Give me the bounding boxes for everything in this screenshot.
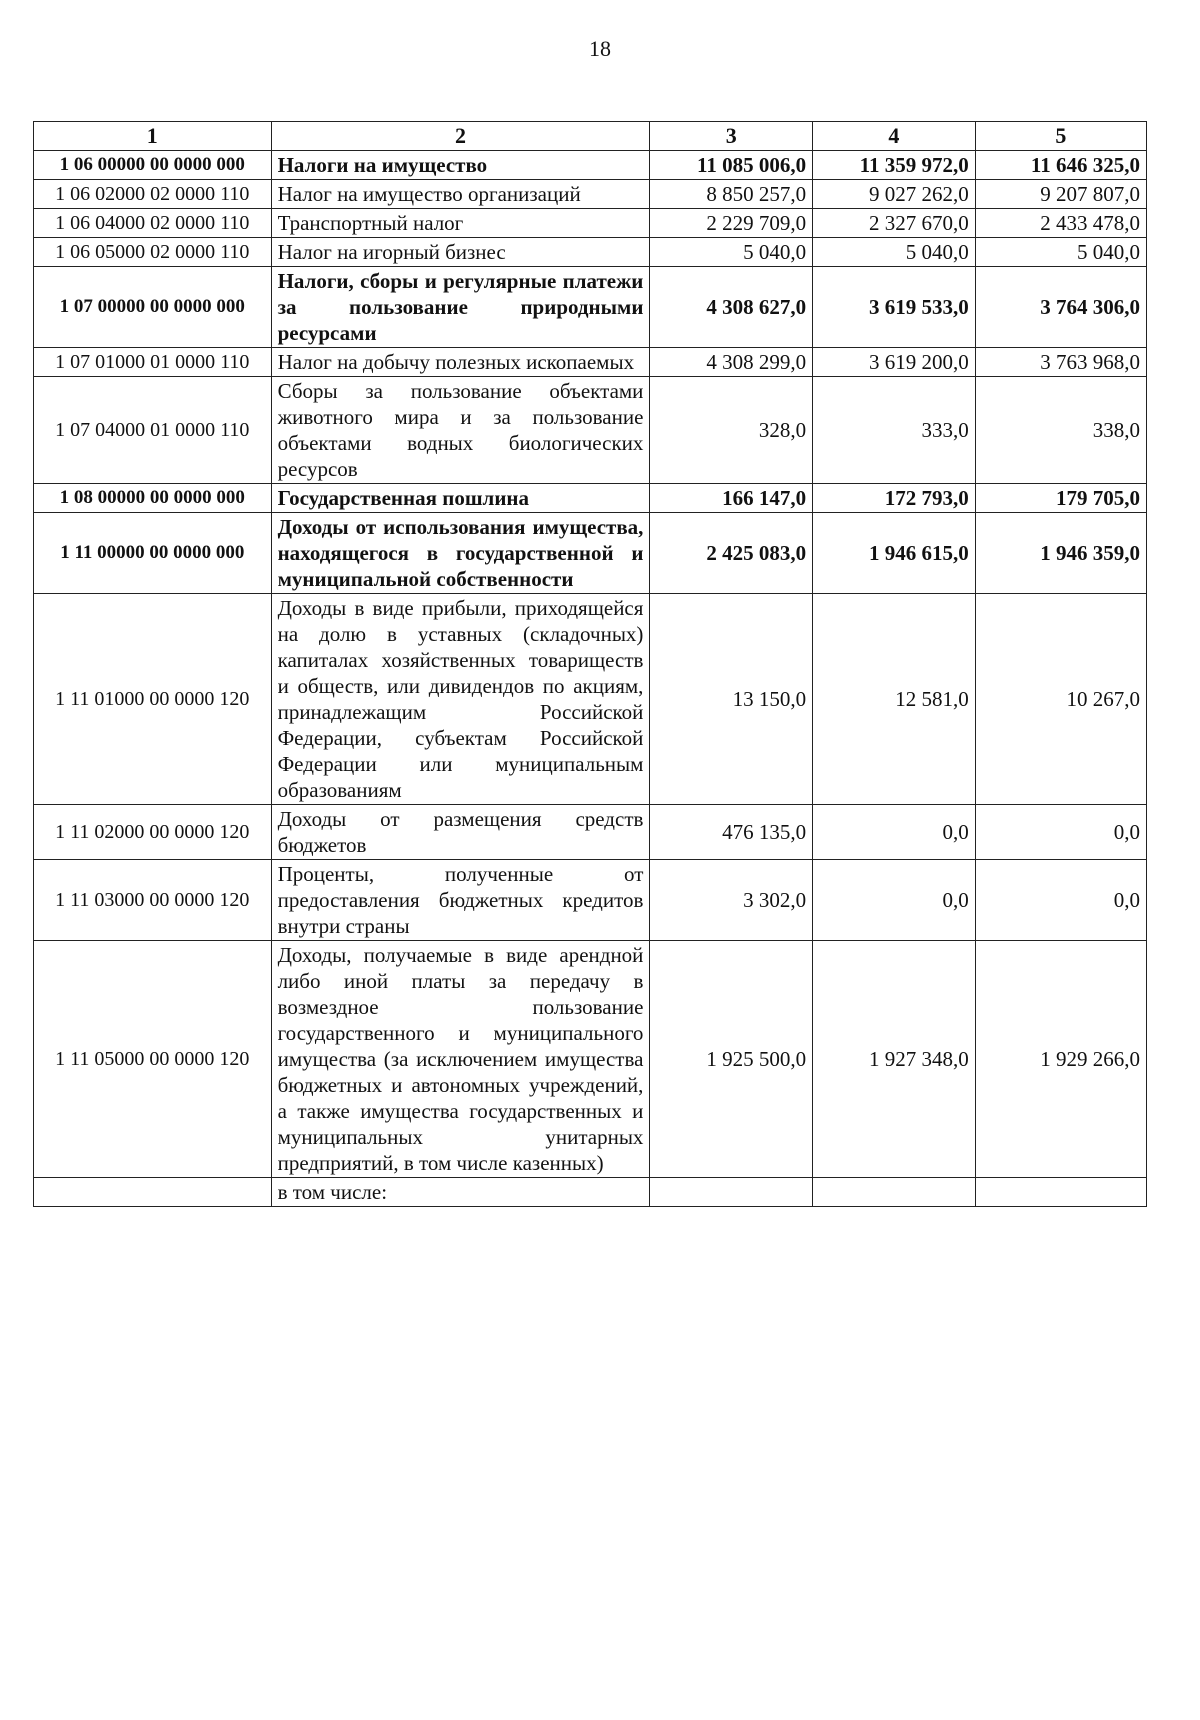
table-row [34, 805, 1147, 860]
value-col4-cell: 9 027 262,0 [813, 180, 976, 209]
item-name-cell: Налог на добычу полезных ископаемых [271, 348, 650, 377]
column-header-4: 4 [813, 122, 976, 151]
table-row [34, 941, 1147, 1178]
value-col5-cell: 10 267,0 [975, 594, 1146, 805]
value-col4-cell: 11 359 972,0 [813, 151, 976, 180]
value-col3-cell: 1 925 500,0 [650, 941, 813, 1178]
table-row [34, 1178, 1147, 1207]
table-header-row [34, 122, 1147, 151]
value-col3-cell: 2 229 709,0 [650, 209, 813, 238]
value-col5-cell: 3 763 968,0 [975, 348, 1146, 377]
value-col5-cell: 0,0 [975, 860, 1146, 941]
value-col4-cell: 12 581,0 [813, 594, 976, 805]
budget-code-cell: 1 06 05000 02 0000 110 [34, 238, 272, 267]
budget-code-cell: 1 11 02000 00 0000 120 [34, 805, 272, 860]
item-name-cell: Доходы от размещения средств бюджетов [271, 805, 650, 860]
value-col4-cell [813, 1178, 976, 1207]
value-col5-cell: 1 929 266,0 [975, 941, 1146, 1178]
budget-code-cell: 1 06 00000 00 0000 000 [34, 151, 272, 180]
value-col5-cell [975, 1178, 1146, 1207]
revenue-table [33, 121, 1147, 1207]
value-col5-cell: 5 040,0 [975, 238, 1146, 267]
table-row [34, 180, 1147, 209]
table-row [34, 348, 1147, 377]
table-row [34, 860, 1147, 941]
value-col3-cell: 476 135,0 [650, 805, 813, 860]
value-col5-cell: 179 705,0 [975, 484, 1146, 513]
column-header-5: 5 [975, 122, 1146, 151]
value-col3-cell: 11 085 006,0 [650, 151, 813, 180]
value-col5-cell: 338,0 [975, 377, 1146, 484]
value-col3-cell: 3 302,0 [650, 860, 813, 941]
value-col5-cell: 1 946 359,0 [975, 513, 1146, 594]
budget-code-cell: 1 06 04000 02 0000 110 [34, 209, 272, 238]
item-name-cell: Сборы за пользование объектами животного мира и за пользование объектами водных биологических ресурсов [271, 377, 650, 484]
value-col4-cell: 2 327 670,0 [813, 209, 976, 238]
item-name-cell: Налог на имущество организаций [271, 180, 650, 209]
value-col4-cell: 0,0 [813, 860, 976, 941]
item-name-cell: Государственная пошлина [271, 484, 650, 513]
value-col5-cell: 0,0 [975, 805, 1146, 860]
item-name-cell: Проценты, полученные от предоставления бюджетных кредитов внутри страны [271, 860, 650, 941]
value-col3-cell: 8 850 257,0 [650, 180, 813, 209]
value-col3-cell: 4 308 299,0 [650, 348, 813, 377]
value-col4-cell: 0,0 [813, 805, 976, 860]
column-header-3: 3 [650, 122, 813, 151]
budget-code-cell [34, 1178, 272, 1207]
item-name-cell: Транспортный налог [271, 209, 650, 238]
value-col4-cell: 3 619 533,0 [813, 267, 976, 348]
value-col5-cell: 11 646 325,0 [975, 151, 1146, 180]
table-row [34, 594, 1147, 805]
item-name-cell: Налоги, сборы и регулярные платежи за пользование природными ресурсами [271, 267, 650, 348]
table-row [34, 484, 1147, 513]
item-name-cell: в том числе: [271, 1178, 650, 1207]
item-name-cell: Налог на игорный бизнес [271, 238, 650, 267]
value-col3-cell [650, 1178, 813, 1207]
item-name-cell: Доходы, получаемые в виде арендной либо иной платы за передачу в возмездное пользование государственного и муниципального имущества (за исключением имущества бюджетных и автономных учреждений, а также имущества государственных и муниципальных унитарных предприятий, в том числе казенных) [271, 941, 650, 1178]
value-col4-cell: 3 619 200,0 [813, 348, 976, 377]
column-header-1: 1 [34, 122, 272, 151]
value-col5-cell: 2 433 478,0 [975, 209, 1146, 238]
table-row [34, 238, 1147, 267]
value-col3-cell: 166 147,0 [650, 484, 813, 513]
item-name-cell: Доходы в виде прибыли, приходящейся на долю в уставных (складочных) капиталах хозяйственных товариществ и обществ, или дивидендов по акциям, принадлежащим Российской Федерации, субъектам Российской Федерации или муниципальным образованиям [271, 594, 650, 805]
value-col5-cell: 3 764 306,0 [975, 267, 1146, 348]
value-col4-cell: 333,0 [813, 377, 976, 484]
value-col4-cell: 1 946 615,0 [813, 513, 976, 594]
table-row [34, 377, 1147, 484]
budget-code-cell: 1 11 00000 00 0000 000 [34, 513, 272, 594]
value-col3-cell: 2 425 083,0 [650, 513, 813, 594]
page-number: 18 [589, 36, 611, 61]
value-col5-cell: 9 207 807,0 [975, 180, 1146, 209]
column-header-2: 2 [271, 122, 650, 151]
value-col4-cell: 172 793,0 [813, 484, 976, 513]
value-col3-cell: 328,0 [650, 377, 813, 484]
item-name-cell: Доходы от использования имущества, находящегося в государственной и муниципальной собственности [271, 513, 650, 594]
budget-code-cell: 1 11 05000 00 0000 120 [34, 941, 272, 1178]
budget-code-cell: 1 06 02000 02 0000 110 [34, 180, 272, 209]
value-col3-cell: 5 040,0 [650, 238, 813, 267]
value-col3-cell: 13 150,0 [650, 594, 813, 805]
budget-code-cell: 1 07 01000 01 0000 110 [34, 348, 272, 377]
budget-code-cell: 1 07 04000 01 0000 110 [34, 377, 272, 484]
item-name-cell: Налоги на имущество [271, 151, 650, 180]
budget-code-cell: 1 11 01000 00 0000 120 [34, 594, 272, 805]
budget-code-cell: 1 11 03000 00 0000 120 [34, 860, 272, 941]
value-col3-cell: 4 308 627,0 [650, 267, 813, 348]
value-col4-cell: 5 040,0 [813, 238, 976, 267]
table-row [34, 209, 1147, 238]
budget-code-cell: 1 07 00000 00 0000 000 [34, 267, 272, 348]
table-row [34, 513, 1147, 594]
value-col4-cell: 1 927 348,0 [813, 941, 976, 1178]
table-row [34, 267, 1147, 348]
budget-code-cell: 1 08 00000 00 0000 000 [34, 484, 272, 513]
table-row [34, 151, 1147, 180]
